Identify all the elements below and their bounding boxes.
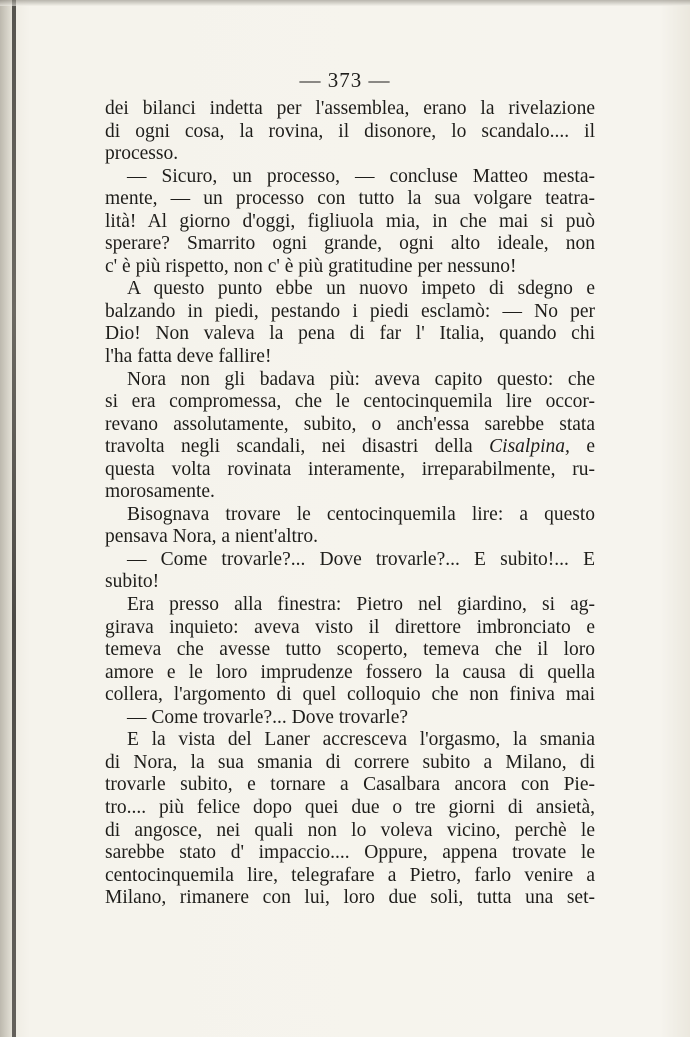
text-line-content: c' è più rispetto, non c' è più gratitudine per nessuno! [105,255,517,277]
text-line-content: A questo punto ebbe un nuovo impeto di sdegno e [127,278,595,300]
text-line-content: collera, l'argomento di quel colloquio che non finiva mai [105,684,595,706]
text-line [105,752,595,775]
text-line-content: revano assolutamente, subito, o anch'essa sarebbe stata [105,413,595,435]
text-line [105,639,595,662]
text-line-content: balzando in piedi, pestando i piedi esclamò: — No per [105,300,595,322]
text-line-tail: e [569,436,596,458]
text-line [105,414,595,437]
text-line [105,188,595,211]
text-line-content: — Sicuro, un processo, — concluse Matteo mesta- [127,165,595,187]
text-line [105,143,595,166]
text-line [105,707,595,730]
text-line-content: sarebbe stato d' impaccio.... Oppure, appena trovate le [105,842,595,864]
text-line [105,729,595,752]
text-line [105,571,595,594]
body-text [105,98,595,910]
text-line [105,278,595,301]
text-line [105,369,595,392]
text-line-content: girava inquieto: aveva visto il direttore imbronciato e [105,616,595,638]
text-line [105,594,595,617]
text-line-content: — Come trovarle?... Dove trovarle?... E subito!... E [127,548,595,570]
text-line-content: travolta negli scandali, nei disastri della [105,436,490,458]
text-line-content: Milano, rimanere con lui, loro due soli, tutta una set- [105,887,595,909]
text-line-content: Dio! Non valeva la pena di far l' Italia, quando chi [105,323,595,345]
text-line [105,98,595,121]
text-line [105,346,595,369]
text-line [105,166,595,189]
text-line [105,526,595,549]
text-line [105,391,595,414]
text-line [105,436,595,459]
text-line [105,549,595,572]
text-line-content: subito! [105,571,160,593]
text-line [105,820,595,843]
text-line [105,797,595,820]
text-line-content: si era compromessa, che le centocinquemila lire occor- [105,391,595,413]
text-line [105,865,595,888]
text-line-content: l'ha fatta deve fallire! [105,346,272,368]
text-line-content: di Nora, la sua smania di correre subito a Milano, di [105,751,595,773]
text-line [105,121,595,144]
text-line-content: Bisognava trovare le centocinquemila lire: a questo [127,503,595,525]
text-line-content: di angosce, nei quali non lo voleva vicino, perchè le [105,819,595,841]
text-line [105,323,595,346]
text-line-content: sperare? Smarrito ogni grande, ogni alto ideale, non [105,233,595,255]
text-line [105,233,595,256]
text-line-content: centocinquemila lire, telegrafare a Pietro, farlo venire a [105,864,595,886]
text-line-content: temeva che avesse tutto scoperto, temeva che il loro [105,639,595,661]
text-line-content: processo. [105,143,179,165]
text-line-content: — Come trovarle?... Dove trovarle? [127,706,409,728]
text-line-content: amore e le loro imprudenze fossero la causa di quella [105,661,595,683]
text-line-content: trovarle subito, e tornare a Casalbara ancora con Pie- [105,774,595,796]
text-line [105,887,595,910]
text-line-content: dei bilanci indetta per l'assemblea, erano la rivelazione [105,98,595,119]
text-line-content: pensava Nora, a nient'altro. [105,526,319,548]
text-line [105,459,595,482]
text-line [105,481,595,504]
text-line-content: di ogni cosa, la rovina, il disonore, lo scandalo.... il [105,120,595,142]
text-line [105,211,595,234]
text-line-content: tro.... più felice dopo quei due o tre giorni di ansietà, [105,796,595,818]
text-line-content: morosamente. [105,481,215,503]
text-line [105,617,595,640]
text-line [105,774,595,797]
text-line [105,301,595,324]
text-line [105,662,595,685]
italic-title: Cisalpina, [489,436,570,458]
text-line-content: Era presso alla finestra: Pietro nel giardino, si ag- [127,594,595,616]
text-line [105,842,595,865]
text-line-content: questa volta rovinata interamente, irreparabilmente, ru- [105,458,595,480]
page-number: — 373 — [299,68,391,92]
binding-shadow [0,0,12,1037]
top-edge [0,0,690,6]
text-line-content: lità! Al giorno d'oggi, figliuola mia, in che mai si può [105,210,595,232]
text-line-content: E la vista del Laner accresceva l'orgasmo, la smania [127,729,595,751]
text-line-content: Nora non gli badava più: aveva capito questo: che [127,368,595,390]
text-line [105,504,595,527]
binding-edge [12,0,16,1037]
text-line-content: mente, — un processo con tutto la sua volgare teatra- [105,188,595,210]
text-line [105,684,595,707]
text-line [105,256,595,279]
